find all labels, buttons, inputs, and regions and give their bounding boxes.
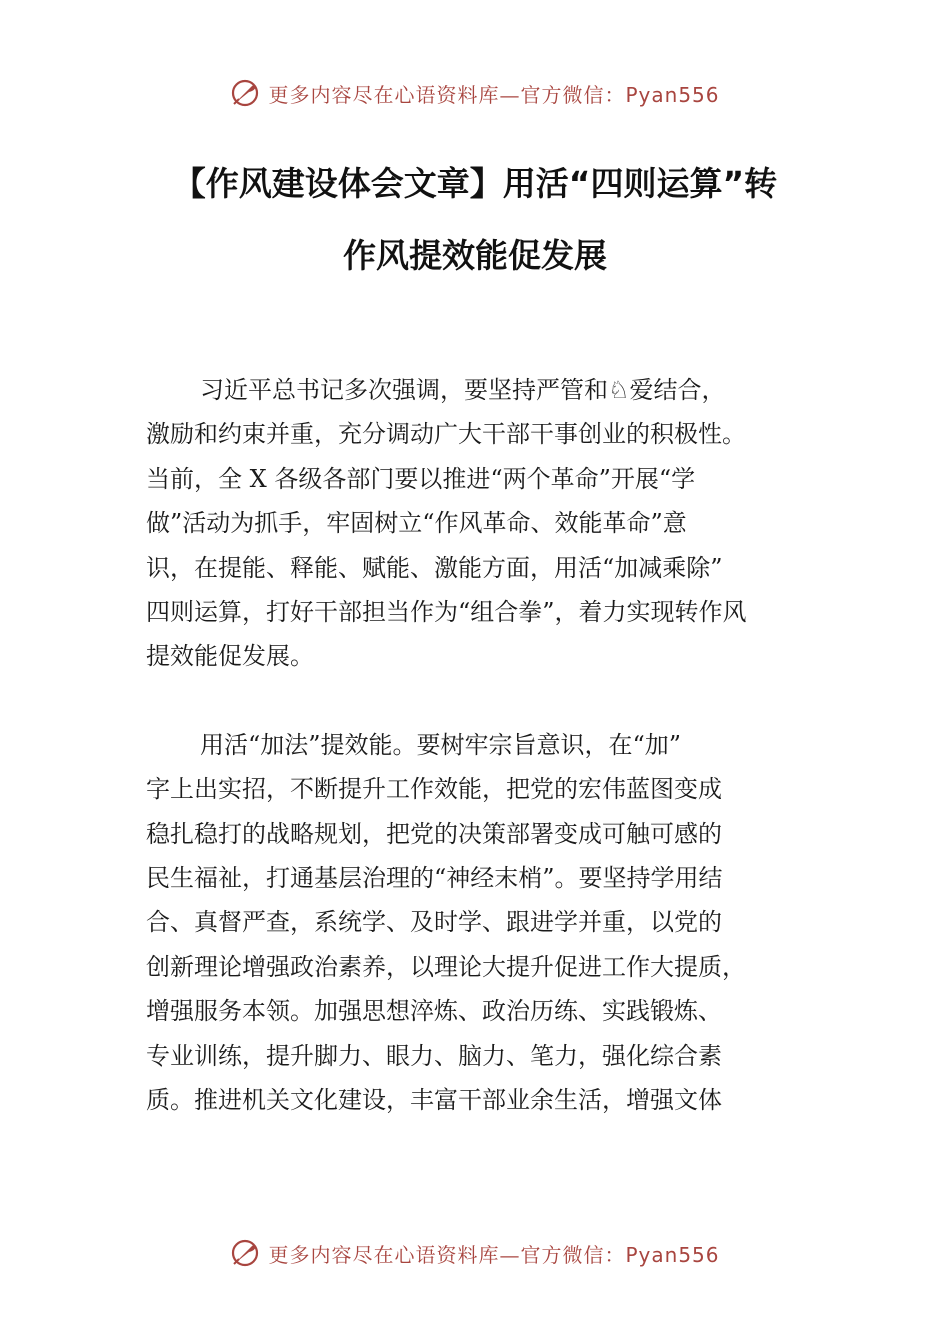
- quill-logo-icon: [230, 78, 260, 108]
- text-line: 质。推进机关文化建设，丰富干部业余生活，增强文体: [146, 1086, 722, 1115]
- footer-banner: [0, 1233, 950, 1273]
- document-title: [100, 148, 850, 292]
- header-banner: [0, 73, 950, 113]
- title-line-1: 【作风建设体会文章】用活“四则运算”转: [172, 164, 778, 203]
- text-line: 字上出实招，不断提升工作效能，把党的宏伟蓝图变成: [146, 775, 722, 804]
- document-body: [146, 368, 812, 1167]
- text-line: 识，在提能、释能、赋能、激能方面，用活“加减乘除”: [146, 553, 723, 582]
- banner-text: 更多内容尽在心语资料库—官方微信：Pyan556: [268, 1242, 720, 1267]
- text-line: 四则运算，打好干部担当作为“组合拳”，着力实现转作风: [146, 598, 747, 627]
- text-line: 合、真督严查，系统学、及时学、跟进学并重，以党的: [146, 908, 722, 937]
- paragraph-1: [146, 368, 812, 679]
- text-line: 用活“加法”提效能。要树牢宗旨意识，在“加”: [200, 730, 682, 759]
- text-line: 民生福祉，打通基层治理的“神经末梢”。要坚持学用结: [146, 864, 723, 893]
- text-line: 激励和约束并重，充分调动广大干部干事创业的积极性。: [146, 420, 746, 449]
- text-line: 习近平总书记多次强调，要坚持严管和♘爱结合，: [200, 376, 726, 404]
- text-line: 做”活动为抓手，牢固树立“作风革命、效能革命”意: [146, 509, 687, 538]
- wechat-id: Pyan556: [625, 1242, 720, 1267]
- text-line: 提效能促发展。: [146, 642, 314, 671]
- text-line: 专业训练，提升脚力、眼力、脑力、笔力，强化综合素: [146, 1041, 722, 1070]
- text-line: 稳扎稳打的战略规划，把党的决策部署变成可触可感的: [146, 819, 722, 848]
- paragraph-2: [146, 723, 812, 1123]
- quill-logo-icon: [230, 1238, 260, 1268]
- banner-text: 更多内容尽在心语资料库—官方微信：Pyan556: [268, 82, 720, 107]
- text-line: 当前，全 X 各级各部门要以推进“两个革命”开展“学: [146, 464, 696, 493]
- text-line: 创新理论增强政治素养，以理论大提升促进工作大提质，: [146, 952, 746, 981]
- wechat-id: Pyan556: [625, 82, 720, 107]
- title-line-2: 作风提效能促发展: [343, 236, 607, 275]
- text-line: 增强服务本领。加强思想淬炼、政治历练、实践锻炼、: [146, 997, 722, 1026]
